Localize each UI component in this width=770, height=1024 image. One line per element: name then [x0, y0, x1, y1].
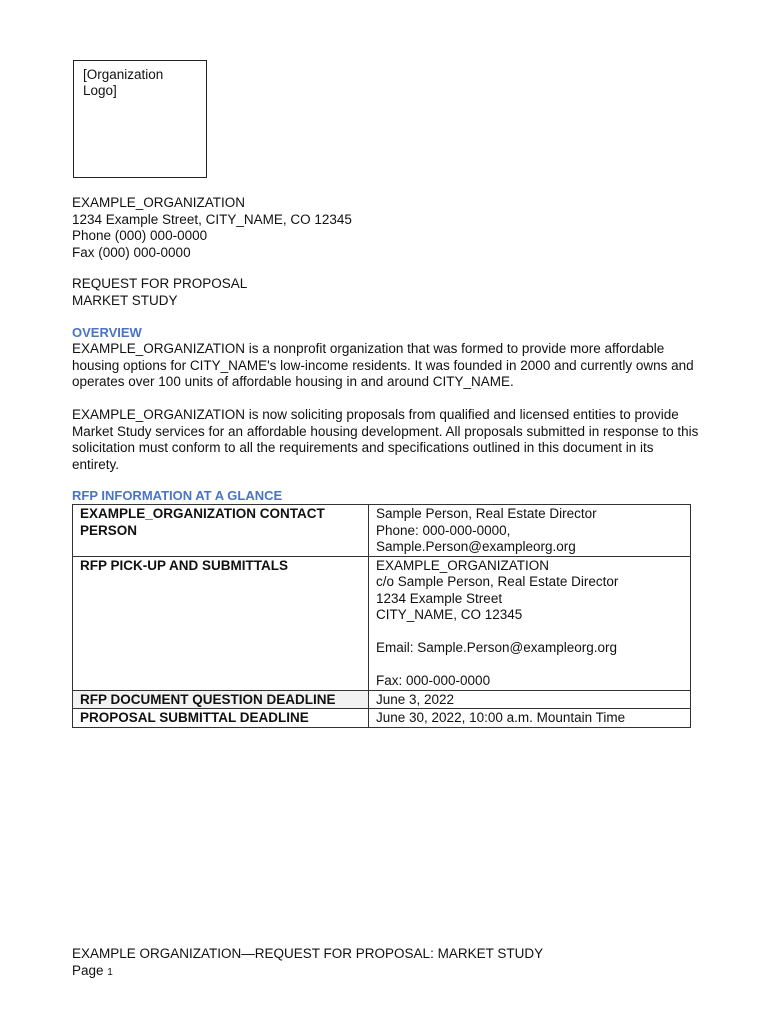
rfp-glance-table	[72, 504, 691, 728]
footer-title: EXAMPLE ORGANIZATION—REQUEST FOR PROPOSAL: MARKET STUDY	[72, 946, 544, 961]
cell-line: 1234 Example Street	[376, 590, 503, 606]
table-row	[73, 709, 691, 728]
footer-page-label: Page	[72, 963, 104, 978]
table-row-label: RFP PICK-UP AND SUBMITTALS	[73, 556, 369, 690]
organization-fax: Fax (000) 000-0000	[72, 244, 191, 260]
table-row-label: RFP DOCUMENT QUESTION DEADLINE	[73, 690, 369, 709]
cell-line: c/o Sample Person, Real Estate Director	[376, 574, 619, 589]
table-row	[73, 556, 691, 690]
document-title-line1: REQUEST FOR PROPOSAL	[72, 276, 248, 291]
table-row	[73, 505, 691, 557]
cell-blank-line	[376, 624, 683, 641]
logo-placeholder-line1: [Organization	[83, 67, 164, 82]
table-row-value	[369, 556, 691, 690]
organization-address: 1234 Example Street, CITY_NAME, CO 12345	[72, 211, 352, 227]
table-row-value	[369, 709, 691, 728]
organization-contact-block	[72, 195, 352, 261]
organization-phone: Phone (000) 000-0000	[72, 228, 208, 243]
cell-line: Fax: 000-000-0000	[376, 673, 491, 688]
organization-name: EXAMPLE_ORGANIZATION	[72, 195, 246, 210]
cell-line: Sample.Person@exampleorg.org	[376, 539, 576, 554]
organization-logo-placeholder	[73, 60, 207, 178]
overview-heading: OVERVIEW	[72, 325, 142, 340]
cell-line: Email: Sample.Person@exampleorg.org	[376, 640, 618, 655]
logo-placeholder-line2: Logo]	[83, 83, 117, 98]
table-row	[73, 690, 691, 709]
table-row-label: PROPOSAL SUBMITTAL DEADLINE	[73, 709, 369, 728]
rfp-glance-heading: RFP INFORMATION AT A GLANCE	[72, 488, 283, 503]
cell-line: June 30, 2022, 10:00 a.m. Mountain Time	[376, 710, 626, 725]
table-row-value	[369, 690, 691, 709]
cell-line: Sample Person, Real Estate Director	[376, 506, 597, 521]
document-title-line2: MARKET STUDY	[72, 292, 178, 308]
document-title-block	[72, 276, 247, 309]
cell-line: June 3, 2022	[376, 691, 455, 707]
cell-line: Phone: 000-000-0000,	[376, 522, 511, 538]
footer-page	[72, 962, 543, 981]
page-footer	[72, 945, 543, 981]
footer-page-number: 1	[107, 967, 113, 978]
cell-blank-line	[376, 657, 683, 674]
table-row-value	[369, 505, 691, 557]
overview-paragraph-2: EXAMPLE_ORGANIZATION is now soliciting proposals from qualified and licensed entities to provide Market Study services for an affordable housing development. All proposals submitted in response to this solicitation must conform to all the requirements and specifications outlined in this document in its entirety.	[72, 407, 699, 472]
overview-paragraph-1: EXAMPLE_ORGANIZATION is a nonprofit organization that was formed to provide more affordable housing options for CITY_NAME's low-income residents. It was founded in 2000 and currently owns and operates over 100 units of affordable housing in and around CITY_NAME.	[72, 341, 694, 389]
cell-line: CITY_NAME, CO 12345	[376, 607, 523, 622]
cell-line: EXAMPLE_ORGANIZATION	[376, 557, 550, 573]
table-row-label: EXAMPLE_ORGANIZATION CONTACT PERSON	[73, 505, 369, 557]
